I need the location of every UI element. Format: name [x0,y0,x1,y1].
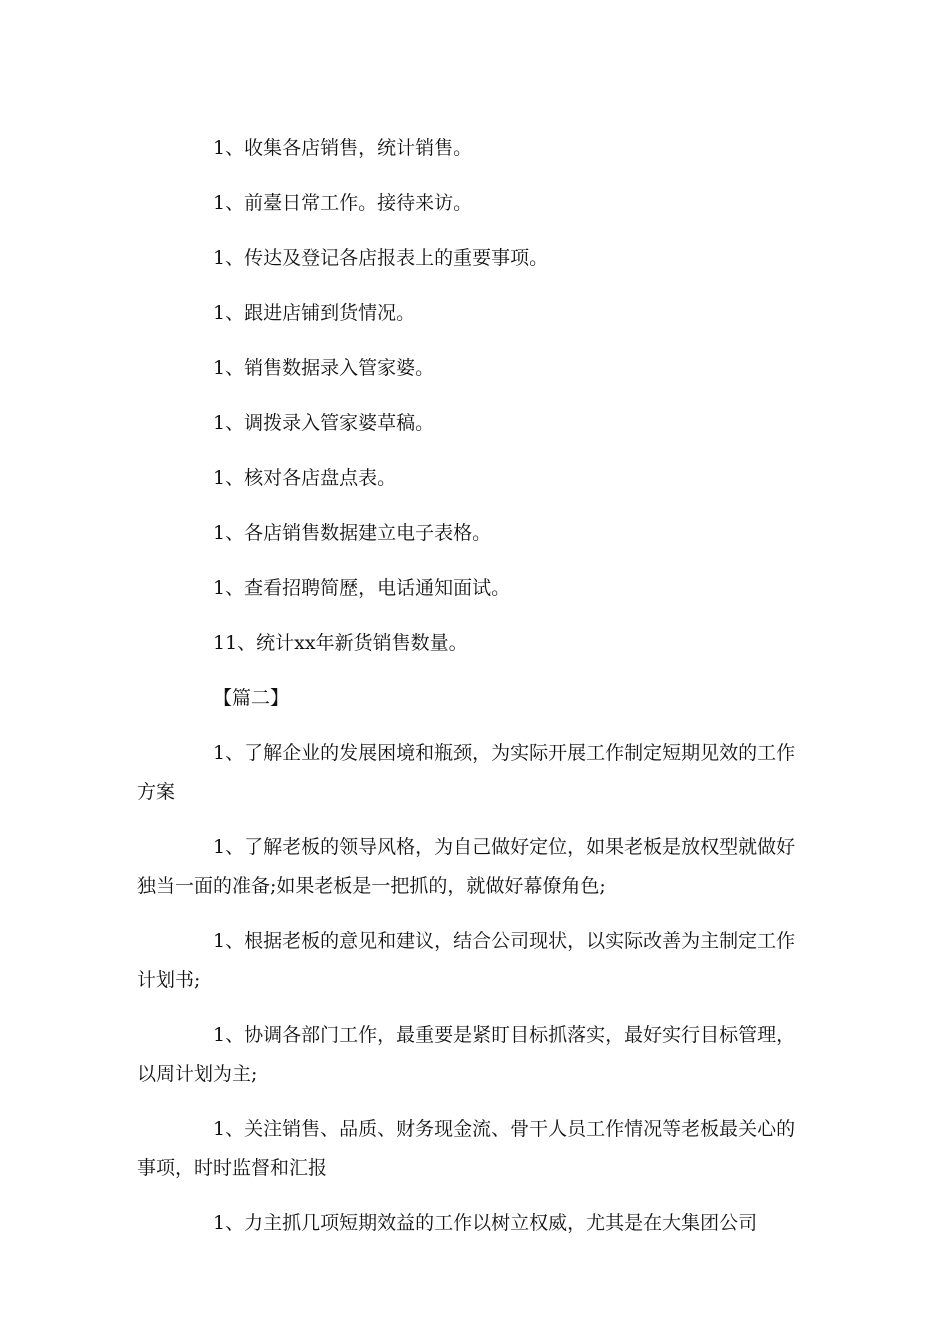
paragraph: 1、关注销售、品质、财务现金流、骨干人员工作情况等老板最关心的事项，时时监督和汇报 [137,1118,796,1179]
paragraph: 1、根据老板的意见和建议，结合公司现状，以实际改善为主制定工作计划书; [137,930,796,991]
list-item: 1、前臺日常工作。接待来访。 [213,192,473,214]
paragraph: 1、力主抓几项短期效益的工作以树立权威，尤其是在大集团公司 [213,1212,758,1234]
list-item: 1、核对各店盘点表。 [213,467,397,489]
list-item: 11、统计xx年新货销售数量。 [213,632,468,654]
list-item: 1、跟进店铺到货情况。 [213,302,416,324]
list-item: 1、查看招聘简歷，电话通知面试。 [213,577,511,599]
list-item: 1、各店销售数据建立电子表格。 [213,522,492,544]
paragraph: 1、协调各部门工作，最重要是紧盯目标抓落实，最好实行目标管理，以周计划为主; [137,1024,796,1085]
paragraph: 1、了解老板的领导风格，为自己做好定位，如果老板是放权型就做好独当一面的准备;如果老板是一把抓的，就做好幕僚角色; [137,836,796,897]
list-item: 1、销售数据录入管家婆。 [213,357,435,379]
list-item: 1、调拨录入管家婆草稿。 [213,412,435,434]
list-item: 1、收集各店销售，统计销售。 [213,137,473,159]
list-item: 1、传达及登记各店报表上的重要事项。 [213,247,549,269]
document-body [137,129,805,1259]
section-heading: 【篇二】 [213,687,290,709]
paragraph: 1、了解企业的发展困境和瓶颈，为实际开展工作制定短期见效的工作方案 [137,742,796,803]
